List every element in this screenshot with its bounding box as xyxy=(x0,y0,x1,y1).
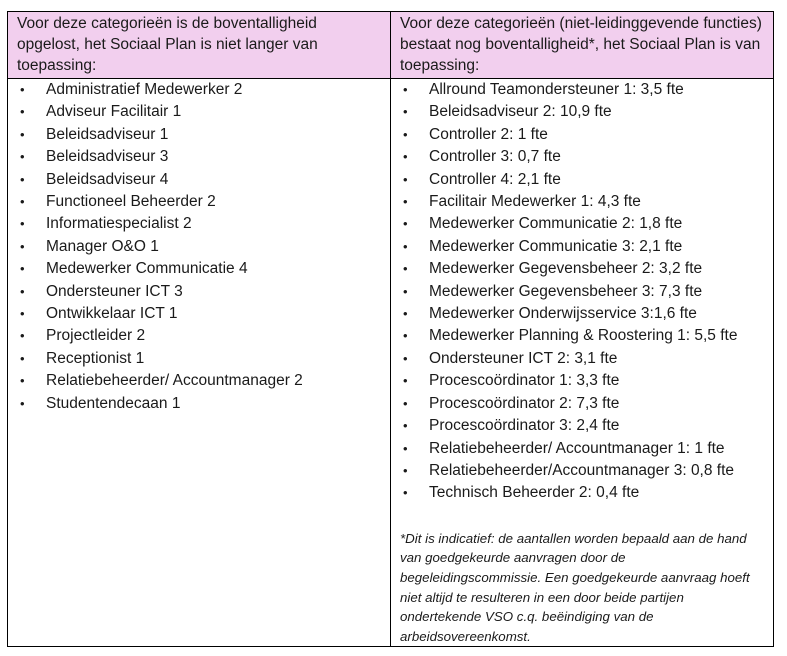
list-item xyxy=(391,124,773,146)
bullet-icon: • xyxy=(403,126,408,142)
list-item xyxy=(391,438,773,460)
bullet-icon: • xyxy=(20,194,25,210)
surplus-categories-list xyxy=(391,79,773,505)
list-item xyxy=(8,124,390,146)
list-item-text: Manager O&O 1 xyxy=(46,237,159,255)
list-item xyxy=(8,101,390,123)
list-item xyxy=(8,191,390,213)
list-item xyxy=(391,213,773,235)
list-item xyxy=(8,236,390,258)
list-item-text: Adviseur Facilitair 1 xyxy=(46,103,182,121)
list-item xyxy=(8,393,390,415)
list-item xyxy=(391,370,773,392)
list-item xyxy=(391,415,773,437)
bullet-icon: • xyxy=(20,350,25,366)
list-item-text: Controller 3: 0,7 fte xyxy=(429,148,561,166)
list-item-text: Ondersteuner ICT 2: 3,1 fte xyxy=(429,349,618,367)
bullet-icon: • xyxy=(403,216,408,232)
list-item-text: Beleidsadviseur 3 xyxy=(46,148,169,166)
bullet-icon: • xyxy=(403,418,408,434)
left-header-text: Voor deze categorieën is de boventalligheid opgelost, het Sociaal Plan is niet langer van toepassing: xyxy=(17,15,318,74)
list-item-text: Medewerker Communicatie 3: 2,1 fte xyxy=(429,237,683,255)
bullet-icon: • xyxy=(20,306,25,322)
list-item-text: Medewerker Communicatie 2: 1,8 fte xyxy=(429,215,683,233)
list-item xyxy=(391,79,773,101)
list-item xyxy=(391,146,773,168)
bullet-icon: • xyxy=(20,149,25,165)
bullet-icon: • xyxy=(403,373,408,389)
bullet-icon: • xyxy=(403,328,408,344)
list-item xyxy=(391,348,773,370)
list-item-text: Projectleider 2 xyxy=(46,327,146,345)
list-item-text: Medewerker Gegevensbeheer 2: 3,2 fte xyxy=(429,260,703,278)
categories-table xyxy=(7,11,774,647)
list-item xyxy=(391,393,773,415)
list-item xyxy=(391,460,773,482)
right-body-cell xyxy=(391,79,774,647)
list-item-text: Ondersteuner ICT 3 xyxy=(46,282,183,300)
list-item-text: Relatiebeheerder/ Accountmanager 2 xyxy=(46,372,303,390)
bullet-icon: • xyxy=(403,440,408,456)
bullet-icon: • xyxy=(20,104,25,120)
list-item-text: Allround Teamondersteuner 1: 3,5 fte xyxy=(429,81,684,98)
list-item-text: Receptionist 1 xyxy=(46,349,145,367)
bullet-icon: • xyxy=(403,485,408,501)
bullet-icon: • xyxy=(403,194,408,210)
list-item xyxy=(8,281,390,303)
list-item-text: Medewerker Communicatie 4 xyxy=(46,260,248,278)
list-item xyxy=(391,191,773,213)
bullet-icon: • xyxy=(20,373,25,389)
bullet-icon: • xyxy=(20,283,25,299)
list-item-text: Relatiebeheerder/Accountmanager 3: 0,8 fte xyxy=(429,461,735,479)
bullet-icon: • xyxy=(20,328,25,344)
list-item-text: Procescoördinator 3: 2,4 fte xyxy=(429,417,620,435)
left-header-cell xyxy=(8,12,391,79)
list-item-text: Medewerker Planning & Roostering 1: 5,5 fte xyxy=(429,327,738,345)
bullet-icon: • xyxy=(20,126,25,142)
list-item-text: Ontwikkelaar ICT 1 xyxy=(46,305,178,323)
left-body-cell xyxy=(8,79,391,647)
list-item xyxy=(8,79,390,101)
list-item-text: Beleidsadviseur 2: 10,9 fte xyxy=(429,103,612,121)
bullet-icon: • xyxy=(403,395,408,411)
list-item xyxy=(391,169,773,191)
bullet-icon: • xyxy=(403,462,408,478)
list-item-text: Medewerker Onderwijsservice 3:1,6 fte xyxy=(429,305,697,323)
list-item xyxy=(8,146,390,168)
list-item xyxy=(391,236,773,258)
list-item-text: Controller 4: 2,1 fte xyxy=(429,170,561,188)
resolved-categories-list xyxy=(8,79,390,415)
bullet-icon: • xyxy=(403,104,408,120)
bullet-icon: • xyxy=(403,261,408,277)
bullet-icon: • xyxy=(20,261,25,277)
bullet-icon: • xyxy=(20,238,25,254)
bullet-icon: • xyxy=(403,171,408,187)
bullet-icon: • xyxy=(403,82,408,97)
list-item-text: Administratief Medewerker 2 xyxy=(46,81,243,98)
list-item-text: Procescoördinator 2: 7,3 fte xyxy=(429,394,620,412)
list-item-text: Relatiebeheerder/ Accountmanager 1: 1 fte xyxy=(429,439,725,457)
bullet-icon: • xyxy=(403,149,408,165)
body-row xyxy=(8,79,774,647)
list-item xyxy=(8,370,390,392)
bullet-icon: • xyxy=(20,171,25,187)
list-item xyxy=(391,101,773,123)
list-item-text: Procescoördinator 1: 3,3 fte xyxy=(429,372,620,390)
list-item xyxy=(8,348,390,370)
bullet-icon: • xyxy=(403,350,408,366)
list-item xyxy=(391,281,773,303)
list-item-text: Controller 2: 1 fte xyxy=(429,125,548,143)
list-item-text: Facilitair Medewerker 1: 4,3 fte xyxy=(429,193,641,211)
list-item-text: Technisch Beheerder 2: 0,4 fte xyxy=(429,484,640,502)
list-item-text: Beleidsadviseur 4 xyxy=(46,170,169,188)
list-item xyxy=(391,482,773,504)
list-item xyxy=(8,325,390,347)
bullet-icon: • xyxy=(403,238,408,254)
list-item-text: Functioneel Beheerder 2 xyxy=(46,193,216,211)
list-item xyxy=(8,258,390,280)
list-item xyxy=(391,303,773,325)
list-item xyxy=(391,258,773,280)
list-item-text: Informatiespecialist 2 xyxy=(46,215,192,233)
list-item-text: Studentendecaan 1 xyxy=(46,394,181,412)
bullet-icon: • xyxy=(403,283,408,299)
footnote: *Dit is indicatief: de aantallen worden bepaald aan de hand van goedgekeurde aanvragen door de begeleidingscommissie. Een goedgekeurde aanvraag hoeft niet altijd te resulteren in een door beide partijen ondertekende VSO c.q. beëindiging van de arbeidsovereenkomst. xyxy=(400,530,750,644)
bullet-icon: • xyxy=(20,395,25,411)
header-row xyxy=(8,12,774,79)
right-header-text: Voor deze categorieën (niet-leidinggevende functies) bestaat nog boventalligheid*, het Sociaal Plan is van toepassing: xyxy=(400,15,762,74)
list-item xyxy=(8,303,390,325)
list-item xyxy=(8,169,390,191)
bullet-icon: • xyxy=(20,82,25,97)
bullet-icon: • xyxy=(403,306,408,322)
list-item xyxy=(391,325,773,347)
list-item-text: Medewerker Gegevensbeheer 3: 7,3 fte xyxy=(429,282,703,300)
right-header-cell xyxy=(391,12,774,79)
bullet-icon: • xyxy=(20,216,25,232)
list-item xyxy=(8,213,390,235)
list-item-text: Beleidsadviseur 1 xyxy=(46,125,169,143)
